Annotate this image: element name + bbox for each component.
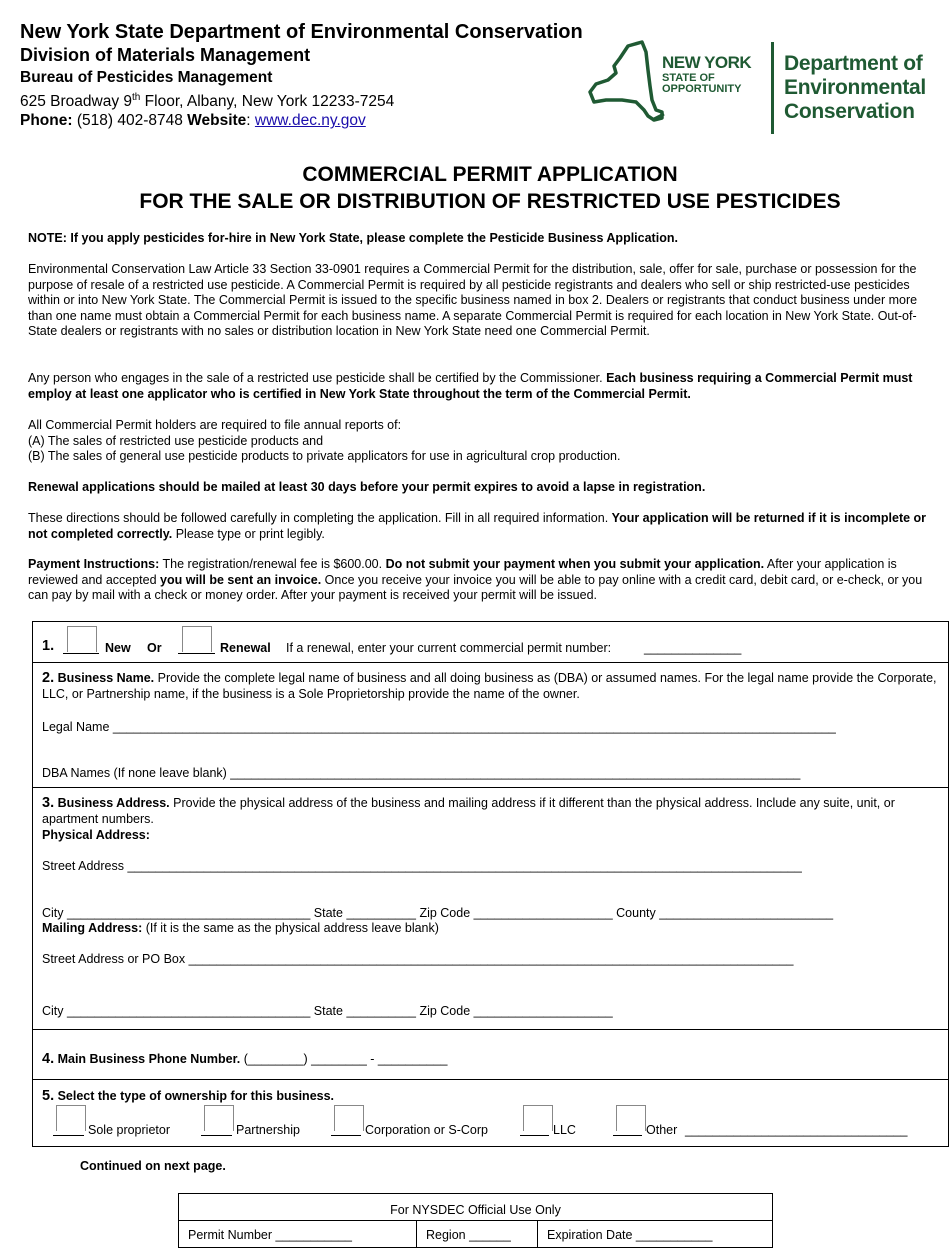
payment-text-3: Once you receive your invoice you will be able to pay online with a credit card, debit card, or e-check, or you can pay by mail with a check or money order. After your payment is received your permit will be issued. bbox=[28, 572, 923, 603]
section-2-heading bbox=[42, 671, 937, 702]
website-label: Website bbox=[187, 112, 247, 130]
new-checkbox-underline bbox=[63, 653, 99, 654]
physical-address-label: Physical Address: bbox=[42, 828, 150, 842]
phone-label: Phone: bbox=[20, 112, 73, 130]
section-business-address bbox=[33, 787, 948, 1029]
partnership-label: Partnership bbox=[236, 1123, 300, 1137]
section-3-description: Provide the physical address of the business and mailing address if it different than the physical address. Include any suite, unit, or apartment numbers. bbox=[42, 796, 895, 826]
section-phone bbox=[33, 1029, 948, 1079]
street-address-field[interactable]: Street Address _________________________________________________________________________________________________ bbox=[42, 859, 802, 873]
business-phone-field[interactable]: (________) ________ - __________ bbox=[240, 1052, 448, 1066]
bureau-name: Bureau of Pesticides Management bbox=[20, 69, 273, 86]
certification-text: Any person who engages in the sale of a restricted use pesticide shall be certified by the Commissioner. bbox=[28, 371, 607, 385]
llc-checkbox[interactable] bbox=[523, 1105, 553, 1131]
dec-wordmark-line1: Department of bbox=[784, 52, 923, 75]
mailing-address-label: Mailing Address: bbox=[42, 921, 143, 935]
payment-emphasis-2: you will be sent an invoice. bbox=[160, 572, 322, 587]
form-title-line1: COMMERCIAL PERMIT APPLICATION bbox=[302, 163, 678, 186]
reports-item-b: (B) The sales of general use pesticide products to private applicators for use in agricultural crop production. bbox=[28, 449, 621, 464]
dec-wordmark bbox=[784, 52, 926, 124]
section-2-number: 2. bbox=[42, 670, 55, 686]
dec-wordmark-line2: Environmental bbox=[784, 76, 926, 99]
website-separator: : bbox=[246, 112, 255, 130]
address-ordinal: th bbox=[132, 92, 141, 103]
new-york-state-outline-icon bbox=[586, 40, 666, 130]
application-form bbox=[32, 621, 949, 1147]
or-label: Or bbox=[147, 641, 162, 655]
law-paragraph: Environmental Conservation Law Article 33 Section 33-0901 requires a Commercial Permit for the distribution, sale, offer for sale, purchase or possession for the purpose of resale of a restricted use pesticide. A Commercial Permit is required by all pesticide registrants and dealers who sell or ship restricted-use pesticides within or into New York State. The Commercial Permit is issued to the specific business named in box 2. Dealers or registrants that conduct business under more than one name must obtain a Commercial Permit for each business name. A separate Commercial Permit is required for each location in New York State. Out-of-State dealers or registrants with no sales or distribution location in New York State need one Commercial Permit. bbox=[28, 262, 918, 339]
new-checkbox[interactable] bbox=[67, 626, 97, 652]
section-3-number: 3. bbox=[42, 795, 55, 811]
directions-text: These directions should be followed carefully in completing the application. Fill in all required information. bbox=[28, 511, 612, 525]
mailing-street-field[interactable]: Street Address or PO Box _______________________________________________________________________________________ bbox=[42, 952, 794, 966]
certification-emphasis: Each business requiring a Commercial Permit must employ at least one applicator who is certified in New York State throughout the term of the Commercial Permit. bbox=[28, 371, 913, 401]
letterhead bbox=[20, 20, 583, 130]
section-4-title: Main Business Phone Number. bbox=[57, 1052, 241, 1066]
renewal-paragraph: Renewal applications should be mailed at least 30 days before your permit expires to avoid a lapse in registration. bbox=[28, 480, 706, 494]
payment-text-1: The registration/renewal fee is $600.00. bbox=[159, 557, 386, 571]
official-permit-number: Permit Number ___________ bbox=[188, 1228, 352, 1242]
official-expiration-date: Expiration Date ___________ bbox=[547, 1228, 713, 1242]
section-5-heading bbox=[42, 1089, 334, 1104]
payment-paragraph bbox=[28, 557, 938, 604]
renewal-checkbox-underline bbox=[178, 653, 215, 654]
new-label: New bbox=[105, 641, 131, 655]
other-label: Other bbox=[646, 1123, 678, 1137]
section-1-number: 1. bbox=[42, 638, 55, 654]
sole-proprietor-checkbox[interactable] bbox=[56, 1105, 86, 1131]
section-3-heading bbox=[42, 796, 937, 827]
ny-wordmark-line2: STATE OF bbox=[662, 72, 715, 84]
section-5-title: Select the type of ownership for this business. bbox=[57, 1089, 335, 1103]
mailing-address bbox=[20, 88, 583, 111]
payment-emphasis-1: Do not submit your payment when you submit your application. bbox=[385, 557, 765, 571]
renewal-label: Renewal bbox=[220, 641, 271, 655]
legal-name-field[interactable]: Legal Name ________________________________________________________________________________________________________ bbox=[42, 720, 836, 734]
section-3-title: Business Address. bbox=[57, 796, 170, 810]
other-underline bbox=[613, 1135, 642, 1136]
section-5-number: 5. bbox=[42, 1088, 55, 1104]
corporation-underline bbox=[331, 1135, 361, 1136]
official-region: Region ______ bbox=[426, 1228, 511, 1242]
contact-line bbox=[20, 111, 583, 130]
sole-proprietor-label: Sole proprietor bbox=[88, 1123, 170, 1137]
section-2-title: Business Name. bbox=[57, 671, 155, 685]
phone-number: (518) 402-8748 bbox=[72, 112, 188, 130]
address-city: Floor, Albany, New York 12233-7254 bbox=[140, 93, 395, 111]
permit-number-input[interactable]: ______________ bbox=[644, 641, 742, 655]
mailing-address-note: (If it is the same as the physical address leave blank) bbox=[142, 921, 439, 935]
agency-name: New York State Department of Environmental Conservation bbox=[20, 21, 583, 43]
logo-divider bbox=[771, 42, 774, 134]
sole-proprietor-underline bbox=[53, 1135, 84, 1136]
payment-text-2: After your application is reviewed and accepted bbox=[28, 557, 897, 587]
note-paragraph: NOTE: If you apply pesticides for-hire in New York State, please complete the Pesticide Business Application. bbox=[28, 231, 678, 245]
payment-label: Payment Instructions: bbox=[28, 557, 160, 571]
official-use-box bbox=[178, 1193, 773, 1248]
reports-paragraph bbox=[28, 418, 938, 465]
section-2-description: Provide the complete legal name of business and all doing business as (DBA) or assumed names. For the legal name provide the Corporate, LLC, or Partnership name, if the business is a Sole Proprietorship provide the name of the owner. bbox=[42, 671, 937, 701]
mailing-address-heading bbox=[42, 921, 439, 936]
section-4-number: 4. bbox=[42, 1051, 55, 1067]
official-use-heading: For NYSDEC Official Use Only bbox=[179, 1194, 772, 1221]
physical-city-state-zip-county-fields[interactable]: City ___________________________________ State __________ Zip Code ____________________ County _________________________ bbox=[42, 906, 834, 920]
section-ownership-type bbox=[33, 1079, 948, 1146]
partnership-checkbox[interactable] bbox=[204, 1105, 234, 1131]
llc-underline bbox=[520, 1135, 549, 1136]
continued-note: Continued on next page. bbox=[80, 1159, 226, 1173]
website-link[interactable]: www.dec.ny.gov bbox=[254, 112, 366, 130]
partnership-underline bbox=[201, 1135, 232, 1136]
ny-wordmark-line1: NEW YORK bbox=[662, 53, 752, 72]
mailing-city-state-zip-fields[interactable]: City ___________________________________ State __________ Zip Code ____________________ bbox=[42, 1004, 613, 1018]
ny-wordmark bbox=[662, 54, 751, 95]
section-business-name bbox=[33, 662, 948, 787]
permit-number-prompt: If a renewal, enter your current commercial permit number: bbox=[286, 641, 612, 655]
nys-dec-logo bbox=[586, 40, 946, 136]
dba-names-field[interactable]: DBA Names (If none leave blank) __________________________________________________________________________________ bbox=[42, 766, 801, 780]
corporation-label: Corporation or S-Corp bbox=[365, 1123, 488, 1137]
reports-item-a: (A) The sales of restricted use pesticide products and bbox=[28, 433, 324, 448]
dec-wordmark-line3: Conservation bbox=[784, 100, 915, 123]
other-ownership-input[interactable]: ________________________________ bbox=[685, 1123, 908, 1137]
section-4-row bbox=[42, 1052, 447, 1067]
ny-wordmark-line3: OPPORTUNITY bbox=[662, 83, 742, 95]
directions-emphasis: Your application will be returned if it is incomplete or not completed correctly. bbox=[28, 511, 927, 541]
renewal-checkbox[interactable] bbox=[182, 626, 212, 652]
section-new-or-renewal bbox=[33, 622, 948, 662]
llc-label: LLC bbox=[553, 1123, 576, 1137]
form-title-line2: FOR THE SALE OR DISTRIBUTION OF RESTRICTED USE PESTICIDES bbox=[139, 190, 841, 213]
certification-paragraph bbox=[28, 371, 938, 402]
address-street: 625 Broadway 9 bbox=[20, 93, 133, 111]
reports-intro: All Commercial Permit holders are required to file annual reports of: bbox=[28, 418, 402, 432]
division-name: Division of Materials Management bbox=[20, 45, 311, 65]
other-checkbox[interactable] bbox=[616, 1105, 646, 1131]
directions-end: Please type or print legibly. bbox=[172, 526, 325, 541]
corporation-checkbox[interactable] bbox=[334, 1105, 364, 1131]
directions-paragraph bbox=[28, 511, 938, 542]
